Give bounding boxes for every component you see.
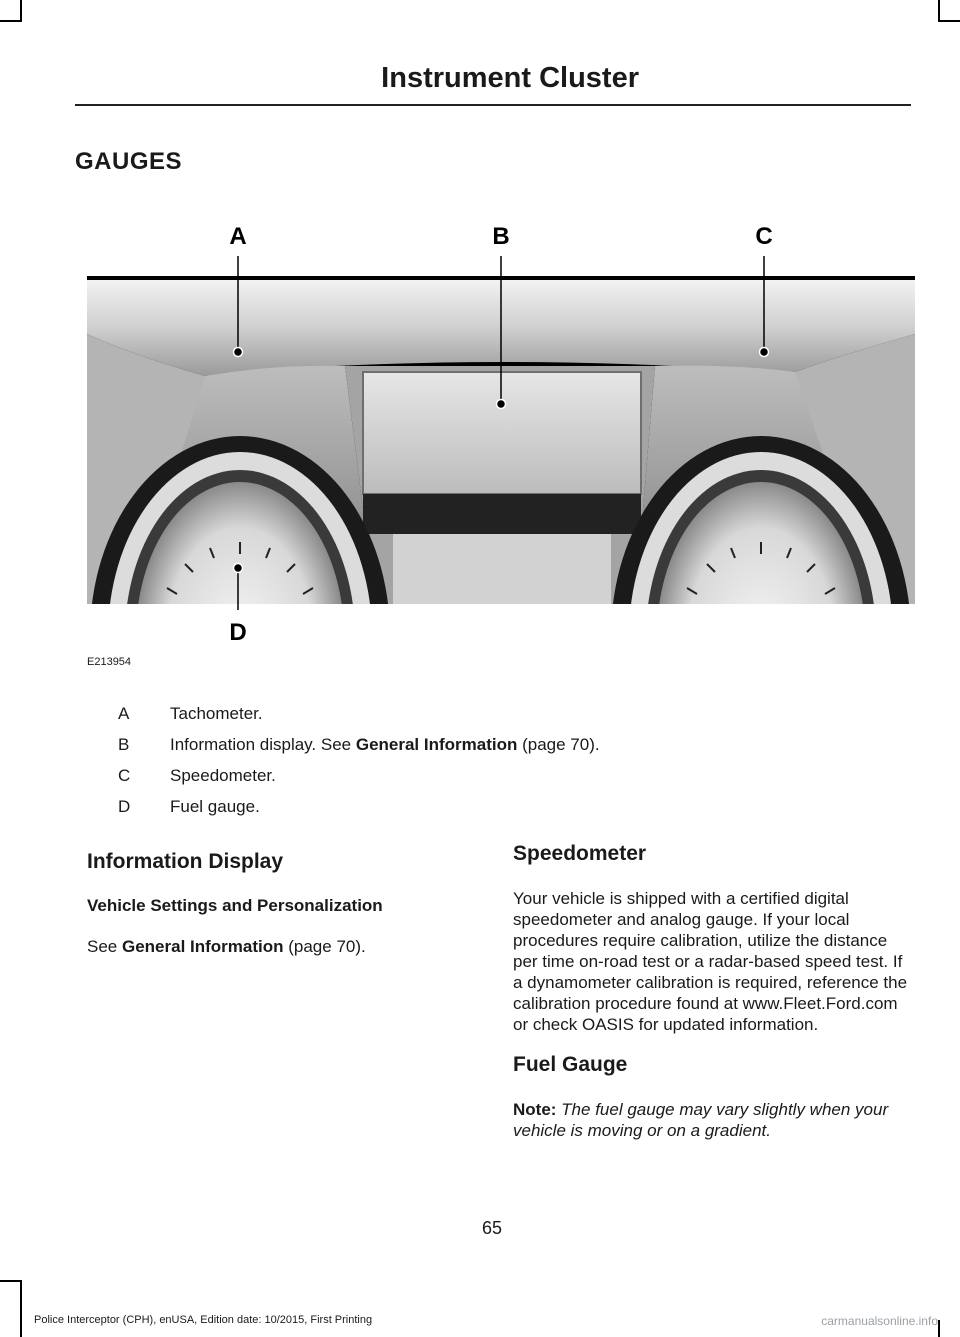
legend-item: [118, 729, 898, 760]
legend-item: [118, 760, 898, 791]
general-information-link[interactable]: General Information: [355, 734, 518, 754]
legend-key: C: [118, 765, 131, 785]
instrument-cluster-figure: [75, 216, 917, 676]
instrument-cluster-illustration: [75, 216, 917, 656]
legend-key: A: [118, 703, 130, 723]
right-column: [513, 842, 913, 1159]
legend-text: Tachometer.: [170, 703, 263, 723]
header-title: Instrument Cluster: [381, 62, 639, 94]
page-number: 65: [481, 1218, 503, 1238]
legend-key: B: [118, 734, 130, 754]
callout-c: C: [755, 223, 773, 250]
legend-text: Fuel gauge.: [170, 796, 260, 816]
crop-mark: [0, 20, 22, 22]
running-header: [75, 62, 911, 95]
header-rule: [75, 104, 911, 106]
legend-item: [118, 698, 898, 729]
speedometer-paragraph: Your vehicle is shipped with a certified digital speedometer and analog gauge. If your local procedures require calibration, utilize the distance per time on-road test or a radar-based speed test. If a dynamometer calibration is required, reference the calibration procedure found at www.Fleet.Ford.com or check OASIS for updated information.: [513, 889, 908, 1034]
crop-mark: [938, 1320, 940, 1337]
crop-mark: [20, 0, 22, 22]
crop-mark: [20, 1280, 22, 1337]
crop-mark: [0, 1280, 22, 1282]
crop-mark: [938, 20, 960, 22]
callout-b: B: [492, 223, 510, 250]
callout-d: D: [229, 619, 247, 646]
footer-text: Police Interceptor (CPH), enUSA, Edition date: 10/2015, First Printing: [34, 1314, 373, 1326]
see-reference: See General Information (page 70).: [87, 937, 366, 956]
information-display-heading: Information Display: [87, 850, 284, 873]
legend-text: Information display. See General Information (page 70).: [170, 734, 600, 754]
legend-text: Speedometer.: [170, 765, 276, 785]
speedometer-heading: Speedometer: [513, 842, 647, 865]
figure-legend: [118, 698, 898, 822]
legend-key: D: [118, 796, 131, 816]
left-column: [87, 850, 487, 975]
callout-a: A: [229, 223, 247, 250]
fuel-gauge-heading: Fuel Gauge: [513, 1053, 628, 1076]
figure-id: E213954: [87, 656, 132, 668]
general-information-link[interactable]: General Information: [121, 937, 284, 956]
fuel-gauge-note: Note: The fuel gauge may vary slightly when your vehicle is moving or on a gradient.: [513, 1100, 889, 1140]
vehicle-settings-subheading: Vehicle Settings and Personalization: [87, 896, 383, 915]
watermark: carmanualsonline.info: [821, 1314, 938, 1328]
legend-item: [118, 791, 898, 822]
crop-mark: [938, 0, 940, 22]
section-title: GAUGES: [75, 148, 183, 175]
